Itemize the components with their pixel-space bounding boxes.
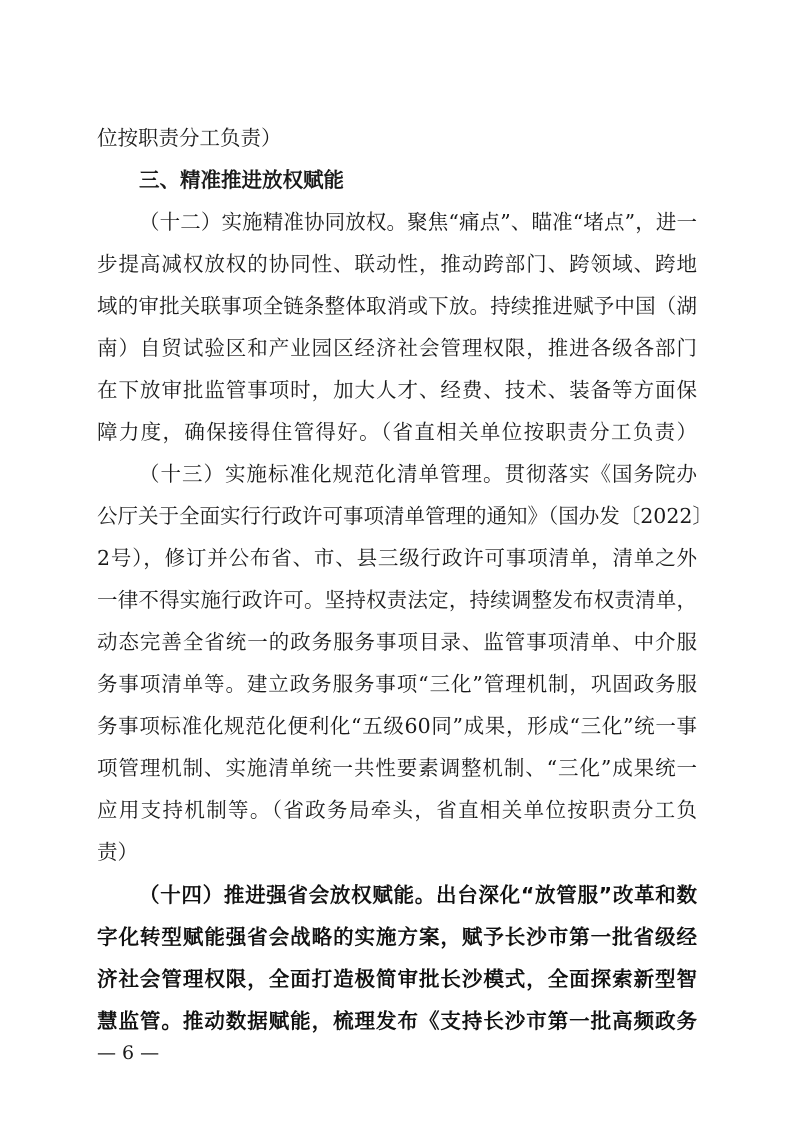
body-line-15: 务事项标准化规范化便利化“五级60同”成果，形成“三化”统一事 [97,714,697,738]
body-line-14: 务事项清单等。建立政务服务事项“三化”管理机制，巩固政务服 [97,672,697,696]
body-line-20: 字化转型赋能强省会战略的实施方案，赋予长沙市第一批省级经 [97,925,697,949]
body-line-8: 障力度，确保接得住管得好。（省直相关单位按职责分工负责） [97,420,697,444]
body-line-4: 步提高减权放权的协同性、联动性，推动跨部门、跨领域、跨地 [97,252,697,276]
body-line-3: （十二）实施精准协同放权。聚焦“痛点”、瞄准“堵点”，进一 [139,210,697,234]
body-line-6: 南）自贸试验区和产业园区经济社会管理权限，推进各级各部门 [97,336,697,360]
body-line-21: 济社会管理权限，全面打造极简审批长沙模式，全面探索新型智 [97,967,697,991]
body-line-1: 位按职责分工负责） [97,126,282,150]
page-number: — 6 — [97,1042,160,1064]
body-line-5: 域的审批关联事项全链条整体取消或下放。持续推进赋予中国（湖 [97,294,697,318]
body-line-18: 责） [97,840,138,864]
body-line-9: （十三）实施标准化规范化清单管理。贯彻落实《国务院办 [139,462,697,486]
body-line-12: 一律不得实施行政许可。坚持权责法定，持续调整发布权责清单， [97,588,697,612]
body-line-11: 2号），修订并公布省、市、县三级行政许可事项清单，清单之外 [97,546,697,570]
body-line-13: 动态完善全省统一的政务服务事项目录、监管事项清单、中介服 [97,630,697,654]
body-line-7: 在下放审批监管事项时，加大人才、经费、技术、装备等方面保 [97,378,697,402]
body-line-22: 慧监管。推动数据赋能，梳理发布《支持长沙市第一批高频政务 [97,1009,697,1033]
section-heading: 三、精准推进放权赋能 [139,168,344,192]
body-line-19: （十四）推进强省会放权赋能。出台深化“放管服”改革和数 [139,883,697,907]
body-line-10: 公厅关于全面实行行政许可事项清单管理的通知》（国办发〔2022〕 [97,504,713,528]
body-line-17: 应用支持机制等。（省政务局牵头，省直相关单位按职责分工负 [97,798,697,822]
body-line-16: 项管理机制、实施清单统一共性要素调整机制、“三化”成果统一 [97,756,697,780]
